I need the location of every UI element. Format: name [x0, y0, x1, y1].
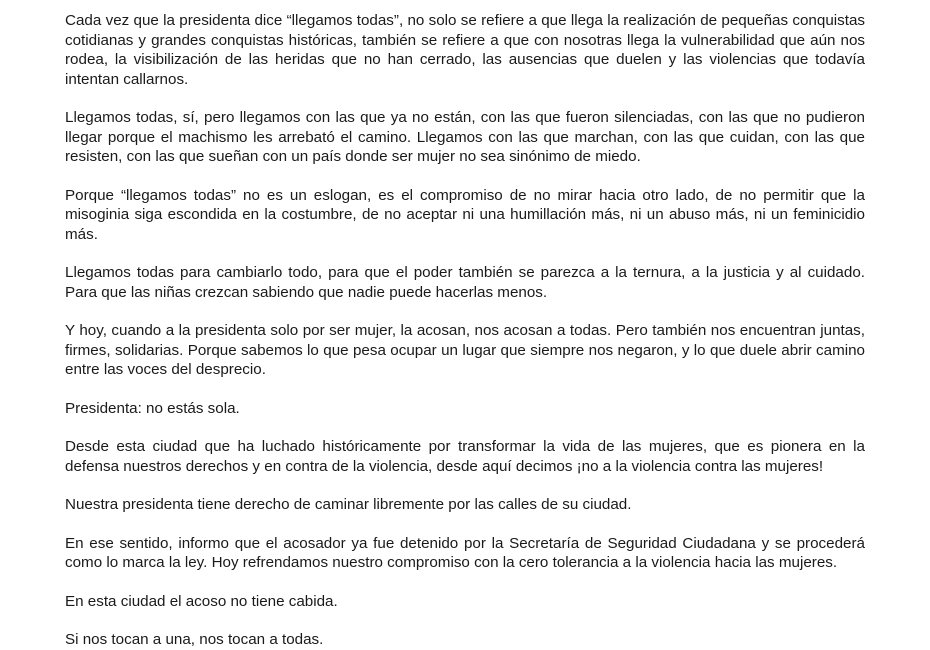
document-body: [65, 11, 865, 650]
paragraph-desde-esta-ciudad: Desde esta ciudad que ha luchado históricamente por transformar la vida de las mujeres, que es pionera en la defensa nuestros derechos y en contra de la violencia, desde aquí decimos ¡no a la violencia contra las mujeres!: [65, 438, 865, 475]
paragraph-nos-acosan-a-todas: Y hoy, cuando a la presidenta solo por ser mujer, la acosan, nos acosan a todas. Pero también nos encuentran juntas, firmes, solidarias. Porque sabemos lo que pesa ocupar un lugar que siempre nos negaron, y lo que duele abrir camino entre las voces del desprecio.: [65, 322, 865, 378]
paragraph-acosador-detenido: En ese sentido, informo que el acosador ya fue detenido por la Secretaría de Seguridad Ciudadana y se procederá como lo marca la ley. Hoy refrendamos nuestro compromiso con la cero tolerancia a la violencia hacia las mujeres.: [65, 534, 865, 571]
paragraph-no-es-un-eslogan: Porque “llegamos todas” no es un eslogan, es el compromiso de no mirar hacia otro lado, de no permitir que la misoginia siga escondida en la costumbre, de no aceptar ni una humillación más, ni un abuso más, ni un feminicidio más.: [65, 186, 865, 243]
paragraph-llegamos-con-las-que-no-estan: Llegamos todas, sí, pero llegamos con las que ya no están, con las que fueron silenciadas, con las que no pudieron llegar porque el machismo les arrebató el camino. Llegamos con las que marchan, con las que cuidan, con las que resisten, con las que sueñan con un país donde ser mujer no sea sinónimo de miedo.: [65, 109, 865, 165]
paragraph-derecho-de-caminar: Nuestra presidenta tiene derecho de caminar libremente por las calles de su ciudad.: [65, 496, 632, 513]
paragraph-llegamos-todas-intro: Cada vez que la presidenta dice “llegamos todas”, no solo se refiere a que llega la realización de pequeñas conquistas cotidianas y grandes conquistas históricas, también se refiere a que con nosotras llega la vulnerabilidad que aún nos rodea, la visibilización de las heridas que no han cerrado, las ausencias que duelen y las violencias que todavía intentan callarnos.: [65, 12, 865, 88]
paragraph-acoso-no-tiene-cabida: En esta ciudad el acoso no tiene cabida.: [65, 592, 338, 610]
paragraph-no-estas-sola: Presidenta: no estás sola.: [65, 399, 240, 417]
paragraph-nos-tocan-a-todas: Si nos tocan a una, nos tocan a todas.: [65, 631, 324, 648]
paragraph-cambiarlo-todo: Llegamos todas para cambiarlo todo, para que el poder también se parezca a la ternura, a la justicia y al cuidado. Para que las niñas crezcan sabiendo que nadie puede hacerlas menos.: [65, 264, 865, 301]
